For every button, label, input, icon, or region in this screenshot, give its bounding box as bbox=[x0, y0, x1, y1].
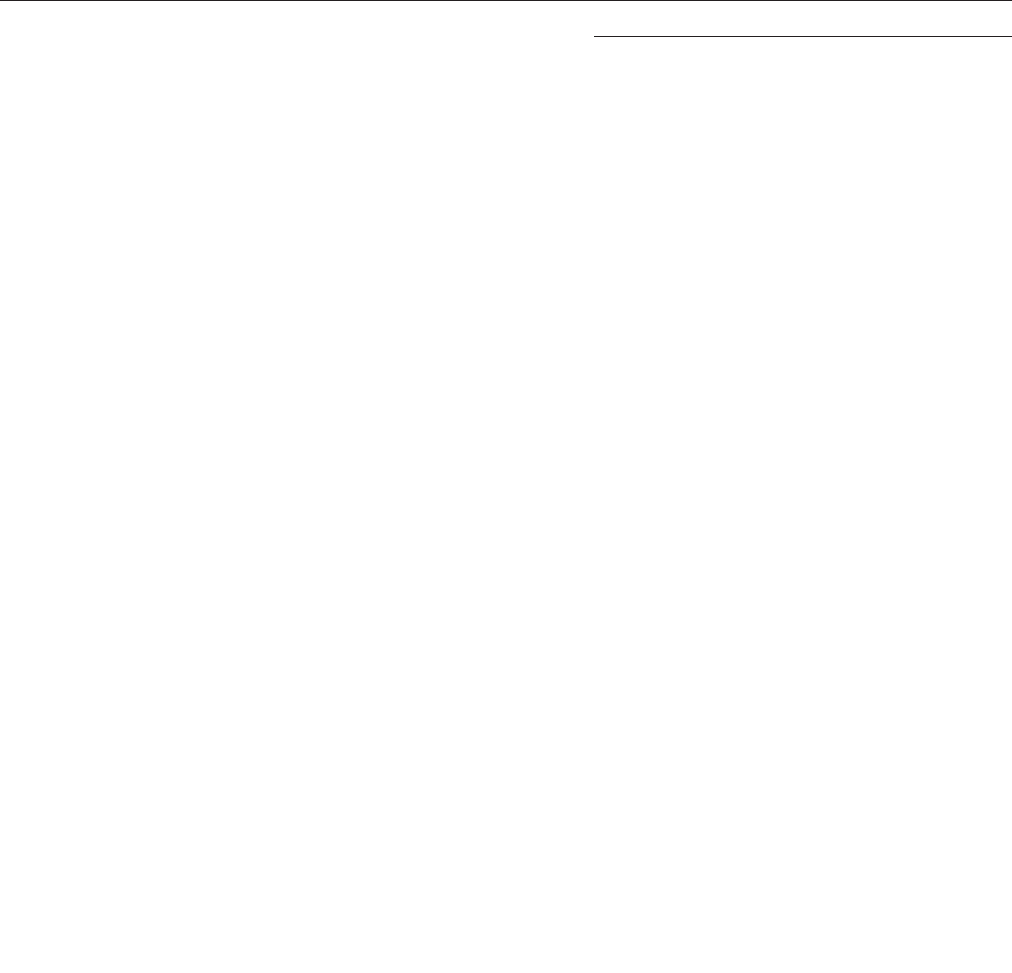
col-header-gene-expression bbox=[892, 37, 1012, 65]
col-header-origin bbox=[169, 1, 315, 65]
col-header-porin-oprd bbox=[710, 1, 1012, 37]
col-header-sequence-type bbox=[315, 1, 486, 65]
col-header-mpm bbox=[652, 37, 710, 65]
col-header-ipm bbox=[594, 37, 652, 65]
col-header-amino-acid-sequence bbox=[710, 37, 892, 65]
col-header-mic bbox=[594, 1, 710, 37]
col-header-mlva-group bbox=[486, 1, 594, 65]
col-header-strains bbox=[0, 1, 87, 65]
col-header-animal bbox=[87, 1, 169, 65]
strains-table bbox=[0, 0, 1012, 65]
